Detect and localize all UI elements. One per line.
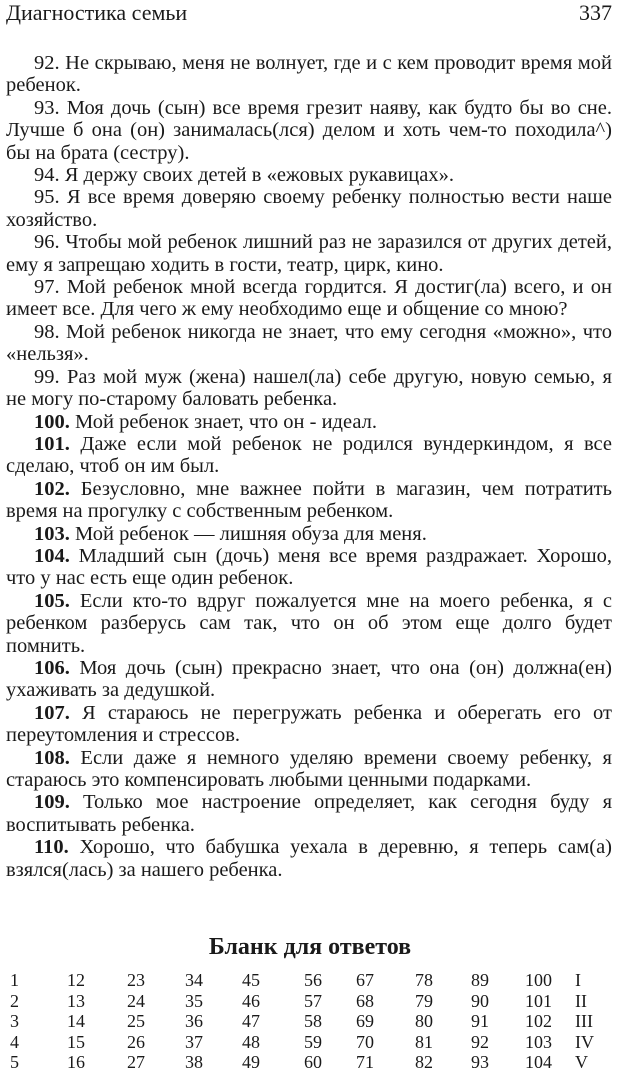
item-number: 95. bbox=[34, 186, 60, 209]
answer-cell: 68 bbox=[356, 990, 374, 1011]
item-text: Безусловно, мне важнее пойти в магазин, чем потратить время на прогулку с собственным ребенком. bbox=[6, 477, 612, 523]
questionnaire-item bbox=[6, 747, 612, 792]
answer-cell: 70 bbox=[356, 1031, 374, 1052]
item-text: Если даже я немного уделяю времени своему ребенку, я стараюсь это компенсировать любыми ценными подарками. bbox=[6, 746, 612, 791]
item-number: 97. bbox=[34, 276, 60, 299]
answer-cell: 101 bbox=[525, 990, 552, 1011]
item-text: Чтобы мой ребенок лишний раз не заразился от других детей, ему я запрещаю ходить в гости, театр, цирк, кино. bbox=[6, 231, 612, 276]
item-number: 109. bbox=[34, 791, 70, 814]
answer-cell: 49 bbox=[242, 1052, 260, 1072]
item-text: Только мое настроение определяет, как сегодня буду я воспитывать ребенка. bbox=[6, 791, 612, 836]
questionnaire-item bbox=[6, 657, 612, 702]
questionnaire-item bbox=[6, 186, 612, 231]
answer-cell: 26 bbox=[127, 1031, 145, 1052]
item-number: 99. bbox=[34, 365, 60, 388]
item-text: Младший сын (дочь) меня все время раздражает. Хорошо, что у нас есть еще один ребенок. bbox=[6, 544, 612, 590]
answer-cell: 47 bbox=[242, 1011, 260, 1031]
answer-cell: 25 bbox=[127, 1011, 145, 1031]
questionnaire-item bbox=[6, 164, 612, 186]
item-number: 101. bbox=[34, 432, 70, 455]
answer-cell: 3 bbox=[10, 1011, 19, 1031]
item-text: Хорошо, что бабушка уехала в деревню, я теперь сам(а) взялся(лась) за нашего ребенка. bbox=[6, 836, 612, 881]
answer-cell: 36 bbox=[185, 1011, 203, 1031]
answer-cell: 91 bbox=[471, 1011, 489, 1031]
answer-cell: 79 bbox=[415, 990, 433, 1011]
answer-cell: 56 bbox=[304, 970, 322, 990]
item-text: Моя дочь (сын) все время грезит наяву, как будто бы во сне. Лучше б она (он) занималась(лся) делом и хоть чем-то походила^) бы на брата (сестру). bbox=[6, 96, 612, 164]
answer-cell: 1 bbox=[10, 970, 19, 990]
item-text: Я стараюсь не перегружать ребенка и оберегать его от переутомления и стрессов. bbox=[6, 701, 612, 747]
answer-cell: 16 bbox=[67, 1052, 85, 1072]
answer-cell: 13 bbox=[67, 990, 85, 1011]
chapter-title: Диагностика семьи bbox=[6, 0, 188, 25]
answer-cell: 57 bbox=[304, 990, 322, 1011]
questionnaire-item bbox=[6, 791, 612, 836]
item-text: Моя дочь (сын) прекрасно знает, что она (он) должна(ен) ухаживать за дедушкой. bbox=[6, 656, 612, 702]
item-number: 104. bbox=[34, 544, 70, 567]
item-number: 98. bbox=[34, 320, 60, 343]
answer-cell: 69 bbox=[356, 1011, 374, 1031]
answer-cell: 89 bbox=[471, 970, 489, 990]
answer-grid bbox=[10, 970, 610, 1073]
item-text: Если кто-то вдруг пожалуется мне на моего ребенка, я с ребенком разберусь сам так, что он об этом еще долго будет помнить. bbox=[6, 589, 612, 657]
scale-label: I bbox=[575, 970, 581, 990]
scale-label: IV bbox=[575, 1031, 594, 1052]
answer-cell: 104 bbox=[525, 1052, 552, 1072]
item-text: Мой ребенок — лишняя обуза для меня. bbox=[69, 522, 427, 545]
answer-cell: 78 bbox=[415, 970, 433, 990]
page-number: 337 bbox=[579, 0, 612, 25]
answer-cell: 48 bbox=[242, 1031, 260, 1052]
answer-cell: 45 bbox=[242, 970, 260, 990]
questionnaire-item bbox=[6, 545, 612, 590]
item-text: Я все время доверяю своему ребенку полностью вести наше хозяйство. bbox=[6, 186, 612, 231]
answer-cell: 2 bbox=[10, 990, 19, 1011]
answer-cell: 12 bbox=[67, 970, 85, 990]
answer-cell: 90 bbox=[471, 990, 489, 1011]
item-text: Даже если мой ребенок не родился вундеркиндом, я все сделаю, чтоб он им был. bbox=[6, 432, 612, 478]
answer-grid-row bbox=[10, 970, 610, 991]
scale-label: II bbox=[575, 990, 587, 1011]
item-number: 105. bbox=[34, 589, 70, 612]
answer-cell: 67 bbox=[356, 970, 374, 990]
scale-label: V bbox=[575, 1052, 588, 1072]
item-text: Мой ребенок мной всегда гордится. Я достиг(ла) всего, и он имеет все. Для чего ж ему необходимо еще и общение со мною? bbox=[6, 276, 612, 321]
item-text: Раз мой муж (жена) нашел(ла) себе другую, новую семью, я не могу по-старому баловать ребенка. bbox=[6, 365, 612, 411]
item-number: 107. bbox=[34, 701, 70, 724]
item-text: Не скрываю, меня не волнует, где и с кем проводит время мой ребенок. bbox=[6, 52, 612, 97]
answer-cell: 100 bbox=[525, 970, 552, 990]
questionnaire-item bbox=[6, 231, 612, 276]
questionnaire-item bbox=[6, 433, 612, 478]
answer-cell: 35 bbox=[185, 990, 203, 1011]
answer-cell: 81 bbox=[415, 1031, 433, 1052]
answer-cell: 37 bbox=[185, 1031, 203, 1052]
item-number: 96. bbox=[34, 231, 60, 254]
answer-cell: 5 bbox=[10, 1052, 19, 1072]
item-text: Мой ребенок знает, что он - идеал. bbox=[69, 410, 377, 433]
questionnaire-item bbox=[6, 276, 612, 321]
answer-cell: 14 bbox=[67, 1011, 85, 1031]
item-number: 103. bbox=[34, 522, 70, 545]
answer-grid-row bbox=[10, 1032, 610, 1053]
answer-cell: 38 bbox=[185, 1052, 203, 1072]
answer-cell: 82 bbox=[415, 1052, 433, 1072]
item-number: 106. bbox=[34, 656, 70, 679]
answer-cell: 60 bbox=[304, 1052, 322, 1072]
answer-cell: 59 bbox=[304, 1031, 322, 1052]
questionnaire-item bbox=[6, 836, 612, 881]
item-number: 110. bbox=[34, 836, 69, 859]
answer-cell: 93 bbox=[471, 1052, 489, 1072]
questionnaire-item bbox=[6, 366, 612, 411]
answer-cell: 4 bbox=[10, 1031, 19, 1052]
answer-cell: 24 bbox=[127, 990, 145, 1011]
answer-grid-row bbox=[10, 1011, 610, 1032]
scale-label: III bbox=[575, 1011, 593, 1031]
answer-cell: 27 bbox=[127, 1052, 145, 1072]
questionnaire-item bbox=[6, 321, 612, 366]
answer-cell: 23 bbox=[127, 970, 145, 990]
item-number: 102. bbox=[34, 477, 70, 500]
item-number: 100. bbox=[34, 410, 70, 433]
item-text: Я держу своих детей в «ежовых рукавицах». bbox=[59, 164, 454, 187]
answer-sheet-title: Бланк для ответов bbox=[208, 934, 412, 960]
questionnaire-item bbox=[6, 478, 612, 523]
answer-grid-row bbox=[10, 1052, 610, 1073]
questionnaire-item bbox=[6, 52, 612, 97]
questionnaire-items bbox=[6, 52, 612, 881]
answer-cell: 34 bbox=[185, 970, 203, 990]
answer-grid-row bbox=[10, 991, 610, 1012]
answer-cell: 102 bbox=[525, 1011, 552, 1031]
questionnaire-item bbox=[6, 523, 612, 545]
item-text: Мой ребенок никогда не знает, что ему сегодня «можно», что «нельзя». bbox=[6, 320, 612, 366]
item-number: 92. bbox=[34, 52, 60, 74]
questionnaire-item bbox=[6, 411, 612, 433]
answer-cell: 46 bbox=[242, 990, 260, 1011]
item-number: 94. bbox=[34, 164, 60, 187]
answer-cell: 58 bbox=[304, 1011, 322, 1031]
answer-cell: 103 bbox=[525, 1031, 552, 1052]
answer-cell: 92 bbox=[471, 1031, 489, 1052]
item-number: 93. bbox=[34, 96, 60, 119]
item-number: 108. bbox=[34, 746, 70, 769]
running-header bbox=[6, 0, 612, 28]
answer-cell: 15 bbox=[67, 1031, 85, 1052]
answer-cell: 71 bbox=[356, 1052, 374, 1072]
questionnaire-item bbox=[6, 702, 612, 747]
questionnaire-item bbox=[6, 97, 612, 164]
questionnaire-item bbox=[6, 590, 612, 657]
answer-cell: 80 bbox=[415, 1011, 433, 1031]
